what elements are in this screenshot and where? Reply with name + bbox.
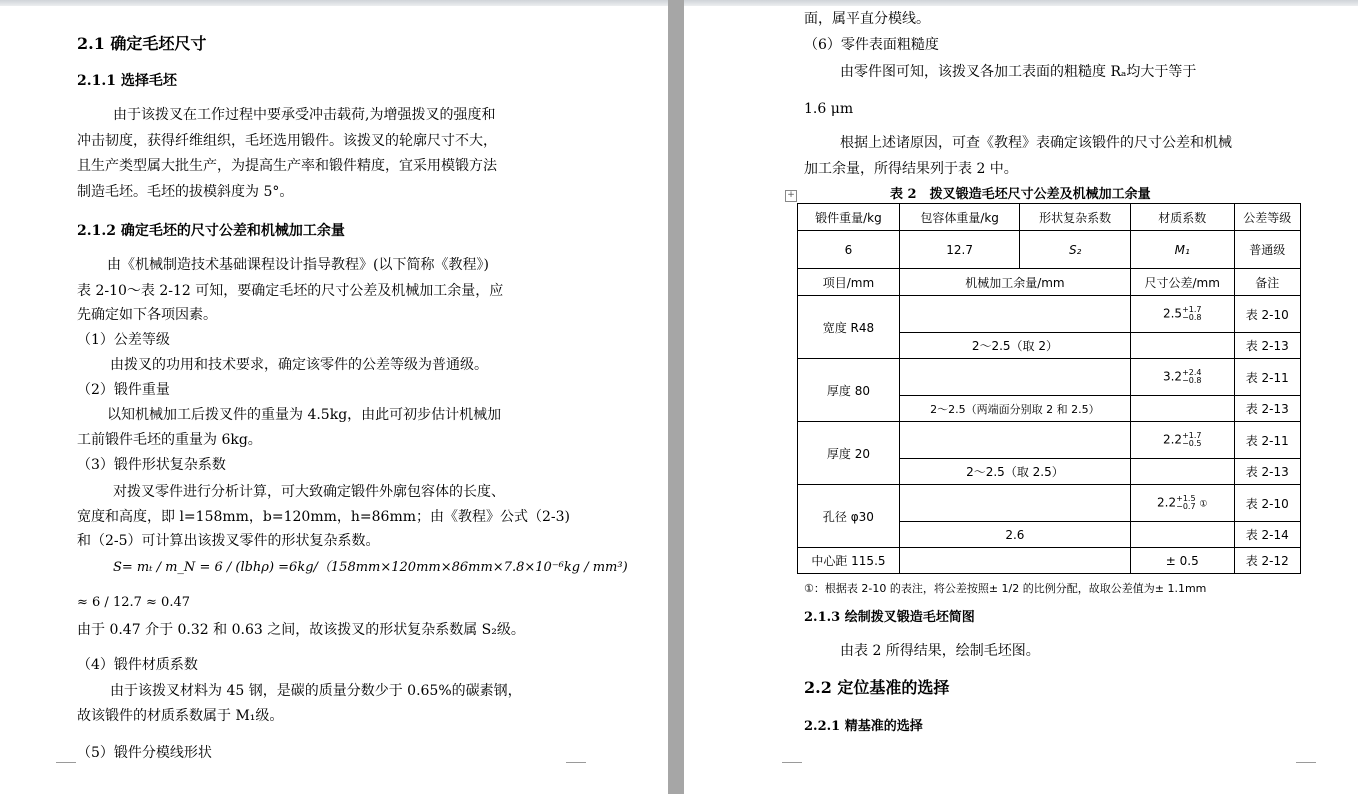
table-cell: M₁ [1130,231,1234,269]
paragraph-line: 且生产类型属大批生产，为提高生产率和锻件精度，宜采用模锻方法 [77,158,497,174]
table-cell: 表 2-10 [1234,296,1300,333]
table-row [798,359,1301,396]
table-row [798,204,1301,231]
table-row [798,269,1301,296]
table-footnote: ①：根据表 2-10 的表注，将公差按照± 1/2 的比例分配，故取公差值为± 1.1mm [804,582,1207,595]
table-cell: 表 2-14 [1234,522,1300,548]
heading-2-1-2: 2.1.2 确定毛坯的尺寸公差和机械加工余量 [77,223,345,239]
table-cell: 宽度 R48 [798,296,900,359]
table-cell [899,296,1130,333]
tolerance-cell [1130,485,1234,522]
table-header-cell: 尺寸公差/mm [1130,269,1234,296]
table-header-cell: 公差等级 [1234,204,1300,231]
table-row [798,422,1301,459]
table-cell [899,359,1130,396]
table-cell: 6 [798,231,900,269]
paragraph-line: 面，属平直分模线。 [804,11,930,27]
tolerance-cell [1130,422,1234,459]
paragraph-line: 对拨叉零件进行分析计算，可大致确定锻件外廓包容体的长度、 [113,484,505,500]
table-cell: 表 2-13 [1234,396,1300,422]
margin-crop-mark [1296,762,1316,775]
margin-crop-mark [782,762,802,775]
table-cell [1130,396,1234,422]
table-cell: 表 2-11 [1234,422,1300,459]
table-cell: 厚度 20 [798,422,900,485]
table-caption: 表 2 拨叉锻造毛坯尺寸公差及机械加工余量 [890,187,1151,202]
table-cell: 表 2-11 [1234,359,1300,396]
paragraph-line: 由拨叉的功用和技术要求，确定该零件的公差等级为普通级。 [110,357,488,373]
table-cell: 12.7 [899,231,1020,269]
paragraph-line: 1.6 μm [804,101,854,117]
table-move-handle-icon[interactable]: + [785,190,797,202]
table-cell: 2～2.5（取 2） [899,333,1130,359]
paragraph-line: 工前锻件毛坯的重量为 6kg。 [77,432,262,448]
document-page-left [0,0,668,794]
tolerance-cell [1130,296,1234,333]
paragraph-line: 由于该拨叉在工作过程中要承受冲击载荷,为增强拨叉的强度和 [113,107,496,123]
table-cell: 表 2-10 [1234,485,1300,522]
table-header-cell: 包容体重量/kg [899,204,1020,231]
table-cell [1130,333,1234,359]
list-item-heading: （5）锻件分模线形状 [77,745,212,761]
paragraph-line: 由于 0.47 介于 0.32 和 0.63 之间，故该拨叉的形状复杂系数属 S₂级。 [77,622,525,638]
paragraph-line: 故该锻件的材质系数属于 M₁级。 [77,708,284,724]
list-item-heading: （6）零件表面粗糙度 [804,37,939,53]
paragraph-line: 表 2-10～表 2-12 可知，要确定毛坯的尺寸公差及机械加工余量，应 [77,283,504,299]
formula-line-2: ≈ 6 / 12.7 ≈ 0.47 [77,595,190,610]
heading-2-1-1: 2.1.1 选择毛坯 [77,73,177,89]
paragraph-line: 冲击韧度，获得纤维组织，毛坯选用锻件。该拨叉的轮廓尺寸不大， [77,133,497,149]
table-cell: 表 2-13 [1234,333,1300,359]
paragraph-line: 由表 2 所得结果，绘制毛坯图。 [840,643,1040,659]
table-cell: 2.6 [899,522,1130,548]
margin-crop-mark [56,762,76,775]
table-cell [899,548,1130,574]
table-header-cell: 材质系数 [1130,204,1234,231]
paragraph-line: 加工余量，所得结果列于表 2 中。 [804,161,1018,177]
margin-crop-mark [566,762,586,775]
list-item-heading: （1）公差等级 [77,332,170,348]
table-cell: 普通级 [1234,231,1300,269]
table-cell [899,422,1130,459]
table-row [798,485,1301,522]
table-header-cell: 备注 [1234,269,1300,296]
tolerance-value: 2.2 [1157,495,1177,510]
page-top-edge [0,0,668,6]
table-cell: 表 2-12 [1234,548,1300,574]
paragraph-line: 由零件图可知，该拨叉各加工表面的粗糙度 Rₐ均大于等于 [840,64,1197,80]
table-row [798,231,1301,269]
footnote-marker: ① [1199,499,1208,510]
paragraph-line: 和（2-5）可计算出该拨叉零件的形状复杂系数。 [77,533,380,549]
table-cell [899,485,1130,522]
tolerance-deviation: +1.7 −0.5 [1182,431,1202,448]
heading-2-2-1: 2.2.1 精基准的选择 [804,719,923,734]
tolerance-value: 2.2 [1162,432,1183,447]
tolerance-deviation: +1.5 −0.7 [1176,494,1196,511]
table-header-cell: 机械加工余量/mm [899,269,1130,296]
list-item-heading: （2）锻件重量 [77,382,170,398]
paragraph-line: 以知机械加工后拨叉件的重量为 4.5kg，由此可初步估计机械加 [107,407,502,423]
table-header-cell: 项目/mm [798,269,900,296]
heading-2-1: 2.1 确定毛坯尺寸 [77,34,207,53]
table-cell: 2～2.5（取 2.5） [899,459,1130,485]
formula-line-1: S= mₜ / m_N = 6 / (lbhρ) =6kg/（158mm×120mm×86mm×7.8×10⁻⁶kg / mm³) [113,560,628,575]
paragraph-line: 宽度和高度，即 l=158mm，b=120mm，h=86mm；由《教程》公式（2-3) [77,509,571,525]
table-row [798,548,1301,574]
table-cell: ± 0.5 [1130,548,1234,574]
table-cell: 厚度 80 [798,359,900,422]
table-cell: 孔径 φ30 [798,485,900,548]
heading-2-2: 2.2 定位基准的选择 [804,678,950,697]
page-top-edge [684,0,1358,6]
paragraph-line: 根据上述诸原因，可查《教程》表确定该锻件的尺寸公差和机械 [840,135,1232,151]
table-cell [1130,459,1234,485]
paragraph-line: 先确定如下各项因素。 [77,307,217,323]
tolerance-cell [1130,359,1234,396]
table-header-cell: 锻件重量/kg [798,204,900,231]
table-row [798,296,1301,333]
table-cell [1130,522,1234,548]
list-item-heading: （3）锻件形状复杂系数 [77,457,226,473]
paragraph-line: 制造毛坯。毛坯的拔模斜度为 5°。 [77,184,294,200]
paragraph-line: 由《机械制造技术基础课程设计指导教程》(以下简称《教程》) [107,257,489,273]
tolerance-value: 3.2 [1162,369,1183,384]
table-cell: 中心距 115.5 [798,548,900,574]
table-header-cell: 形状复杂系数 [1020,204,1131,231]
table-cell: 表 2-13 [1234,459,1300,485]
tolerance-deviation: +2.4 −0.8 [1182,368,1202,385]
tolerance-value: 2.5 [1162,306,1183,321]
paragraph-line: 由于该拨叉材料为 45 钢，是碳的质量分数少于 0.65%的碳素钢， [110,683,522,699]
list-item-heading: （4）锻件材质系数 [77,657,198,673]
tolerance-table [797,203,1301,574]
heading-2-1-3: 2.1.3 绘制拨叉锻造毛坯简图 [804,610,975,625]
table-cell: S₂ [1020,231,1131,269]
table-cell: 2～2.5（两端面分别取 2 和 2.5） [899,396,1130,422]
document-page-right [684,0,1358,794]
tolerance-deviation: +1.7 −0.8 [1182,305,1202,322]
